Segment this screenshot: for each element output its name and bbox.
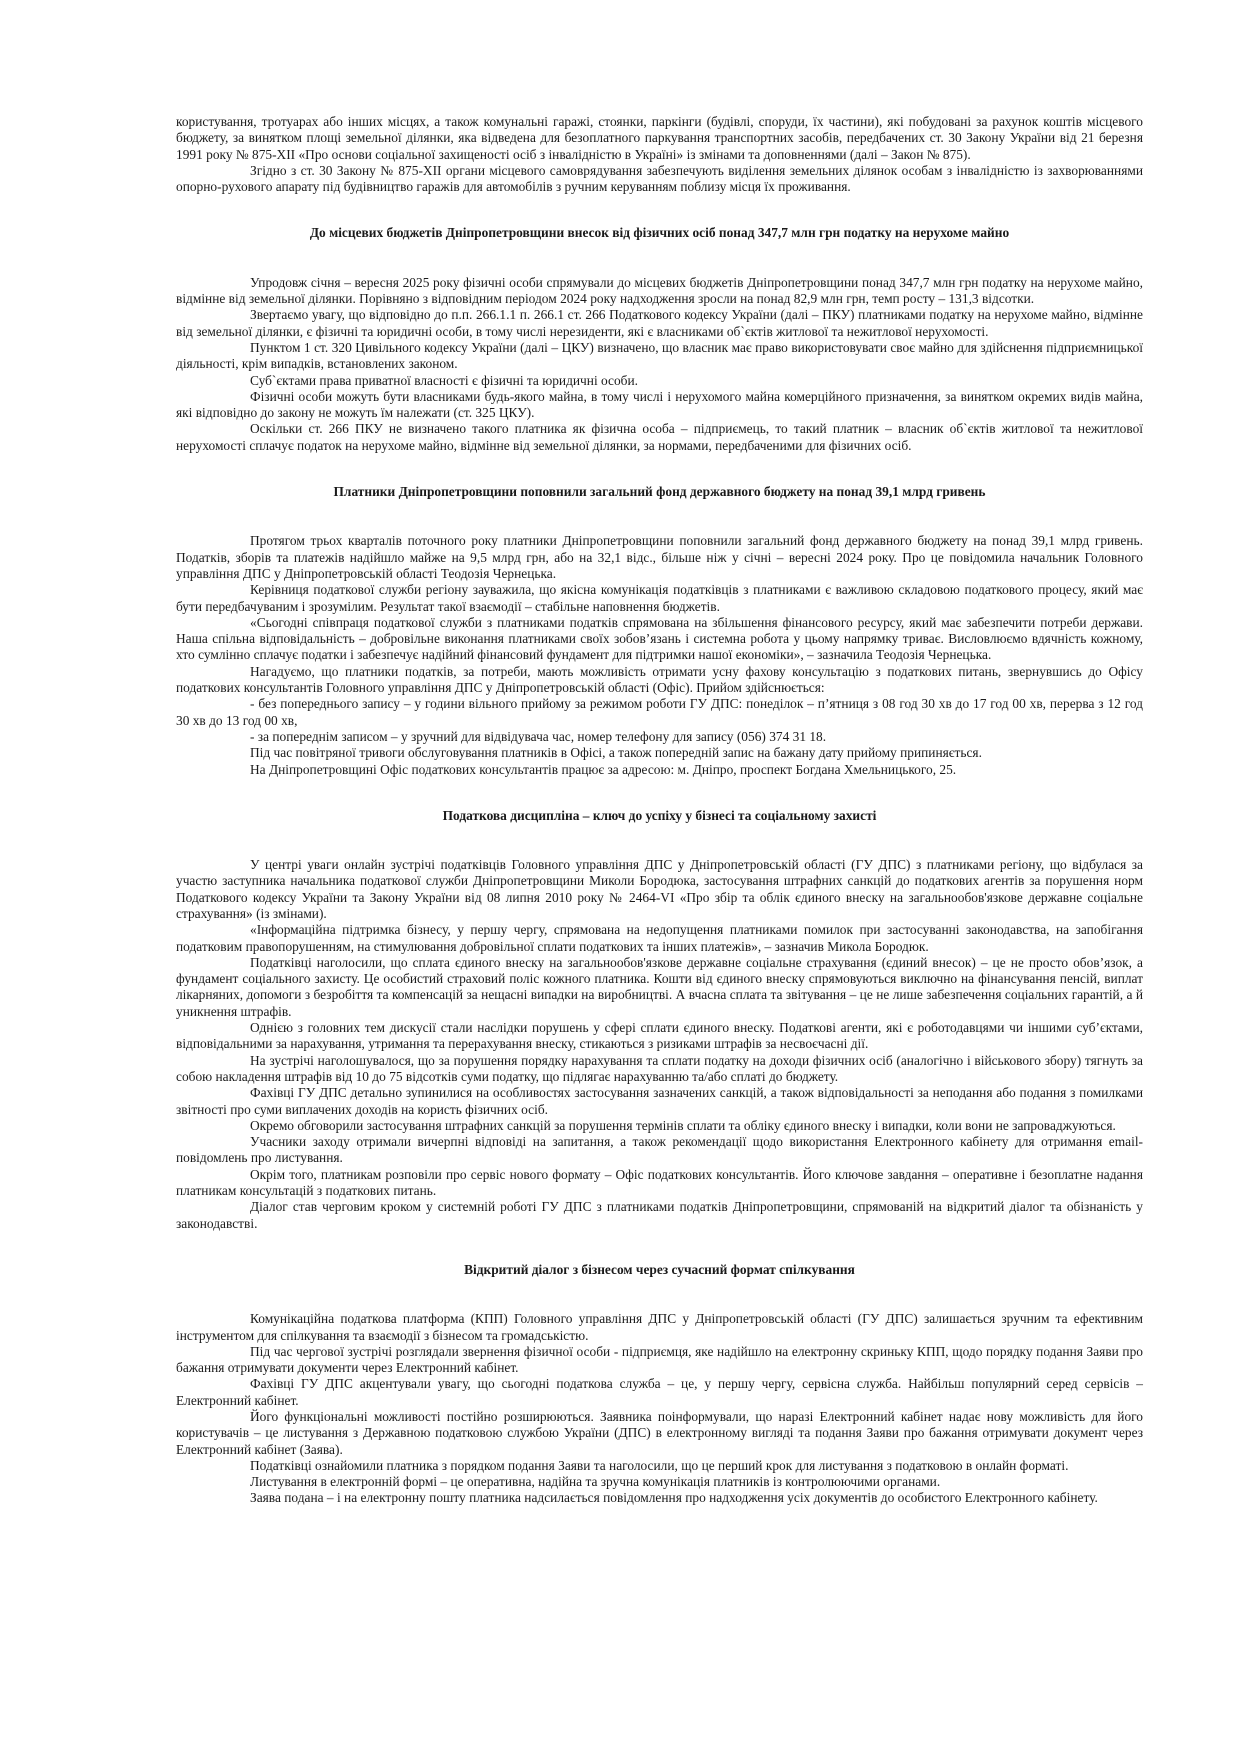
paragraph: Листування в електронній формі – це оперативна, надійна та зручна комунікація платників із контролюючими органами.	[250, 1474, 941, 1490]
paragraph: Заява подана – і на електронну пошту платника надсилається повідомлення про надходження усіх документів до особистого Електронного кабінету.	[250, 1490, 1098, 1506]
paragraph: Пунктом 1 ст. 320 Цивільного кодексу України (далі – ЦКУ) визначено, що власник має право використовувати своє майно для здійснення підприємницької діяльності, крім випадків, встановлених законом.	[176, 339, 1143, 372]
article-property-tax	[176, 225, 1143, 454]
article-title: Податкова дисципліна – ключ до успіху у бізнесі та соціальному захисті	[442, 807, 877, 823]
paragraph: Упродовж січня – вересня 2025 року фізичні особи спрямували до місцевих бюджетів Дніпропетровщини понад 347,7 млн грн податку на нерухоме майно, відмінне від земельної ділянки. Порівняно з відповідним періодом 2024 року надходження зросли на понад 82,9 млн грн, темп росту – 131,3 відсотки.	[176, 274, 1143, 307]
paragraph: Окрім того, платникам розповіли про сервіс нового формату – Офіс податкових консультантів. Його ключове завдання – оперативне і безоплатне надання платникам консультацій з податкових питань.	[176, 1166, 1143, 1199]
article-tax-discipline	[176, 808, 1143, 1232]
article-title: Платники Дніпропетровщини поповнили загальний фонд державного бюджету на понад 39,1 млрд гривень	[333, 484, 986, 500]
paragraph: Податківці наголосили, що сплата єдиного внеску на загальнообов'язкове державне соціальне страхування (єдиний внесок) – це не просто обов’язок, а фундамент соціального захисту. Це особистий страховий поліс кожного платника. Кошти від єдиного внеску спрямовуються виключно на фінансування пенсій, виплат лікарняних, допомоги з безробіття та компенсацій за нещасні випадки на виробництві. А вчасна сплата та звітування – це не лише забезпечення соціальних гарантій, а й уникнення штрафів.	[176, 954, 1143, 1019]
paragraph: Фахівці ГУ ДПС акцентували увагу, що сьогодні податкова служба – це, у першу чергу, сервісна служба. Найбільш популярний серед сервісів – Електронний кабінет.	[176, 1376, 1143, 1408]
article-title: До місцевих бюджетів Дніпропетровщини внесок від фізичних осіб понад 347,7 млн грн податку на нерухоме майно	[309, 225, 1010, 241]
paragraph: «Сьогодні співпраця податкової служби з платниками податків спрямована на збільшення фінансового ресурсу, який має забезпечити потреби держави. Наша спільна відповідальність – добровільне виконання платниками своїх зобов’язань і системна робота у цьому напрямку триває. Висловлюємо вдячність кожному, хто сумлінно сплачує податки і забезпечує надійний фінансовий фундамент для підтримки нашої економіки», – зазначила Теодозія Чернецька.	[176, 614, 1143, 663]
paragraph: На Дніпропетровщині Офіс податкових консультантів працює за адресою: м. Дніпро, проспект Богдана Хмельницького, 25.	[250, 761, 957, 777]
paragraph: Під час чергової зустрічі розглядали звернення фізичної особи - підприємця, яке надійшло на електронну скриньку КПП, щодо порядку подання Заяви про бажання отримувати документи через Електронний кабінет.	[176, 1343, 1143, 1376]
paragraph: Учасники заходу отримали вичерпні відповіді на запитання, а також рекомендації щодо використання Електронного кабінету для отримання email-повідомлень про листування.	[176, 1134, 1143, 1166]
paragraph: Податківці ознайомили платника з порядком подання Заяви та наголосили, що це перший крок для листування з податковою в онлайн форматі.	[250, 1457, 1069, 1473]
paragraph: Фізичні особи можуть бути власниками будь-якого майна, в тому числі і нерухомого майна комерційного призначення, за винятком окремих видів майна, які відповідно до закону не можуть їм належати (ст. 325 ЦКУ).	[176, 388, 1143, 421]
article-open-dialogue	[176, 1262, 1143, 1507]
paragraph: Його функціональні можливості постійно розширюються. Заявника поінформували, що наразі Електронний кабінет надає нову можливість для його користувачів – це листування з Державною податковою службою України (ДПС) в електронному вигляді та подання Заяви про бажання отримувати документ через Електронний кабінет (Заява).	[176, 1409, 1143, 1457]
paragraph: Фахівці ГУ ДПС детально зупинилися на особливостях застосування зазначених санкцій, а також відповідальності за неподання або подання з помилками звітності про суми виплачених доходів на користь фізичних осіб.	[176, 1085, 1143, 1117]
intro-continuation	[176, 114, 1143, 195]
paragraph: Згідно з ст. 30 Закону № 875-XII органи місцевого самоврядування забезпечують виділення земельних ділянок особам з інвалідністю із захворюваннями опорно-рухового апарату під будівництво гаражів для автомобілів з ручним керуванням поблизу місця їх проживання.	[176, 162, 1143, 195]
paragraph: У центрі уваги онлайн зустрічі податківців Головного управління ДПС у Дніпропетровській області (ГУ ДПС) з платниками регіону, що відбулася за участю заступника начальника податкової служби Дніпропетровщини Миколи Бородюка, застосування штрафних санкцій до податкових агентів за порушення норм Податкового кодексу України та Закону України від 08 липня 2010 року № 2464-VI «Про збір та облік єдиного внеску на загальнообов'язкове державне соціальне страхування» (із змінами).	[176, 857, 1143, 921]
document-page	[176, 114, 1143, 1507]
paragraph: На зустрічі наголошувалося, що за порушення порядку нарахування та сплати податку на доходи фізичних осіб (аналогічно і військового збору) тягнуть за собою накладення штрафів від 10 до 75 відсотків суми податку, що підлягає нарахуванню та/або сплаті до бюджету.	[176, 1052, 1143, 1084]
article-title: Відкритий діалог з бізнесом через сучасний формат спілкування	[464, 1261, 855, 1277]
paragraph: Протягом трьох кварталів поточного року платники Дніпропетровщини поповнили загальний фонд державного бюджету на понад 39,1 млрд гривень. Податків, зборів та платежів надійшло майже на 9,5 млрд грн, або на 32,1 відс., більше ніж у січні – вересні 2024 року. Про це повідомила начальник Головного управління ДПС у Дніпропетровській області Теодозія Чернецька.	[176, 533, 1143, 581]
paragraph: Комунікаційна податкова платформа (КПП) Головного управління ДПС у Дніпропетровській області (ГУ ДПС) залишається зручним та ефективним інструментом для спілкування та взаємодії з бізнесом та громадськістю.	[176, 1311, 1143, 1343]
paragraph: Оскільки ст. 266 ПКУ не визначено такого платника як фізична особа – підприємець, то такий платник – власник об`єктів житлової та нежитлової нерухомості сплачує податок на нерухоме майно, відмінне від земельної ділянки, за нормами, передбаченими для фізичних осіб.	[176, 421, 1143, 453]
article-state-budget	[176, 484, 1143, 778]
paragraph: - без попереднього запису – у години вільного прийому за режимом роботи ГУ ДПС: понеділок – п’ятниця з 08 год 30 хв до 17 год 00 хв, перерва з 12 год 30 хв до 13 год 00 хв,	[176, 696, 1143, 728]
paragraph: Суб`єктами права приватної власності є фізичні та юридичні особи.	[250, 372, 639, 388]
paragraph: Керівниця податкової служби регіону зауважила, що якісна комунікація податківців з платниками є важливою складовою податкового процесу, який має бути передбачуваним і зрозумілим. Результат такої взаємодії – стабільне наповнення бюджетів.	[176, 582, 1143, 614]
paragraph: Звертаємо увагу, що відповідно до п.п. 266.1.1 п. 266.1 ст. 266 Податкового кодексу України (далі – ПКУ) платниками податку на нерухоме майно, відмінне від земельної ділянки, є фізичні та юридичні особи, в тому числі нерезиденти, які є власниками об`єктів житлової та нежитлової нерухомості.	[176, 307, 1143, 339]
paragraph: Однією з головних тем дискусії стали наслідки порушень у сфері сплати єдиного внеску. Податкові агенти, які є роботодавцями чи іншими суб’єктами, відповідальними за нарахування, утримання та перерахування внеску, стикаються з ризиками штрафів за несвоєчасні дії.	[176, 1020, 1143, 1052]
paragraph: - за попереднім записом – у зручний для відвідувача час, номер телефону для запису (056) 374 31 18.	[250, 728, 827, 744]
paragraph: користування, тротуарах або інших місцях, а також комунальні гаражі, стоянки, паркінги (будівлі, споруди, їх частини), які побудовані за рахунок коштів місцевого бюджету, за винятком площі земельної ділянки, яка відведена для безоплатного паркування транспортних засобів, передбачених ст. 30 Закону України від 21 березня 1991 року № 875-XII «Про основи соціальної захищеності осіб з інвалідністю в Україні» із змінами та доповненнями (далі – Закон № 875).	[176, 114, 1143, 162]
paragraph: Нагадуємо, що платники податків, за потреби, мають можливість отримати усну фахову консультацію з податкових питань, звернувшись до Офісу податкових консультантів Головного управління ДПС у Дніпропетровській області (Офіс). Прийом здійснюється:	[176, 663, 1143, 696]
paragraph: Діалог став черговим кроком у системній роботі ГУ ДПС з платниками податків Дніпропетровщини, спрямованій на відкритий діалог та обізнаність у законодавстві.	[176, 1199, 1143, 1231]
paragraph: Окремо обговорили застосування штрафних санкцій за порушення термінів сплати та обліку єдиного внеску і випадки, коли вони не запроваджуються.	[250, 1117, 1116, 1133]
paragraph: «Інформаційна підтримка бізнесу, у першу чергу, спрямована на недопущення платниками помилок при застосуванні законодавства, на запобігання податковим правопорушенням, на стимулювання добровільної сплати податкових та інших платежів», – зазначив Микола Бородюк.	[176, 922, 1143, 954]
paragraph: Під час повітряної тривоги обслуговування платників в Офісі, а також попередній запис на бажану дату прийому припиняється.	[250, 745, 982, 761]
